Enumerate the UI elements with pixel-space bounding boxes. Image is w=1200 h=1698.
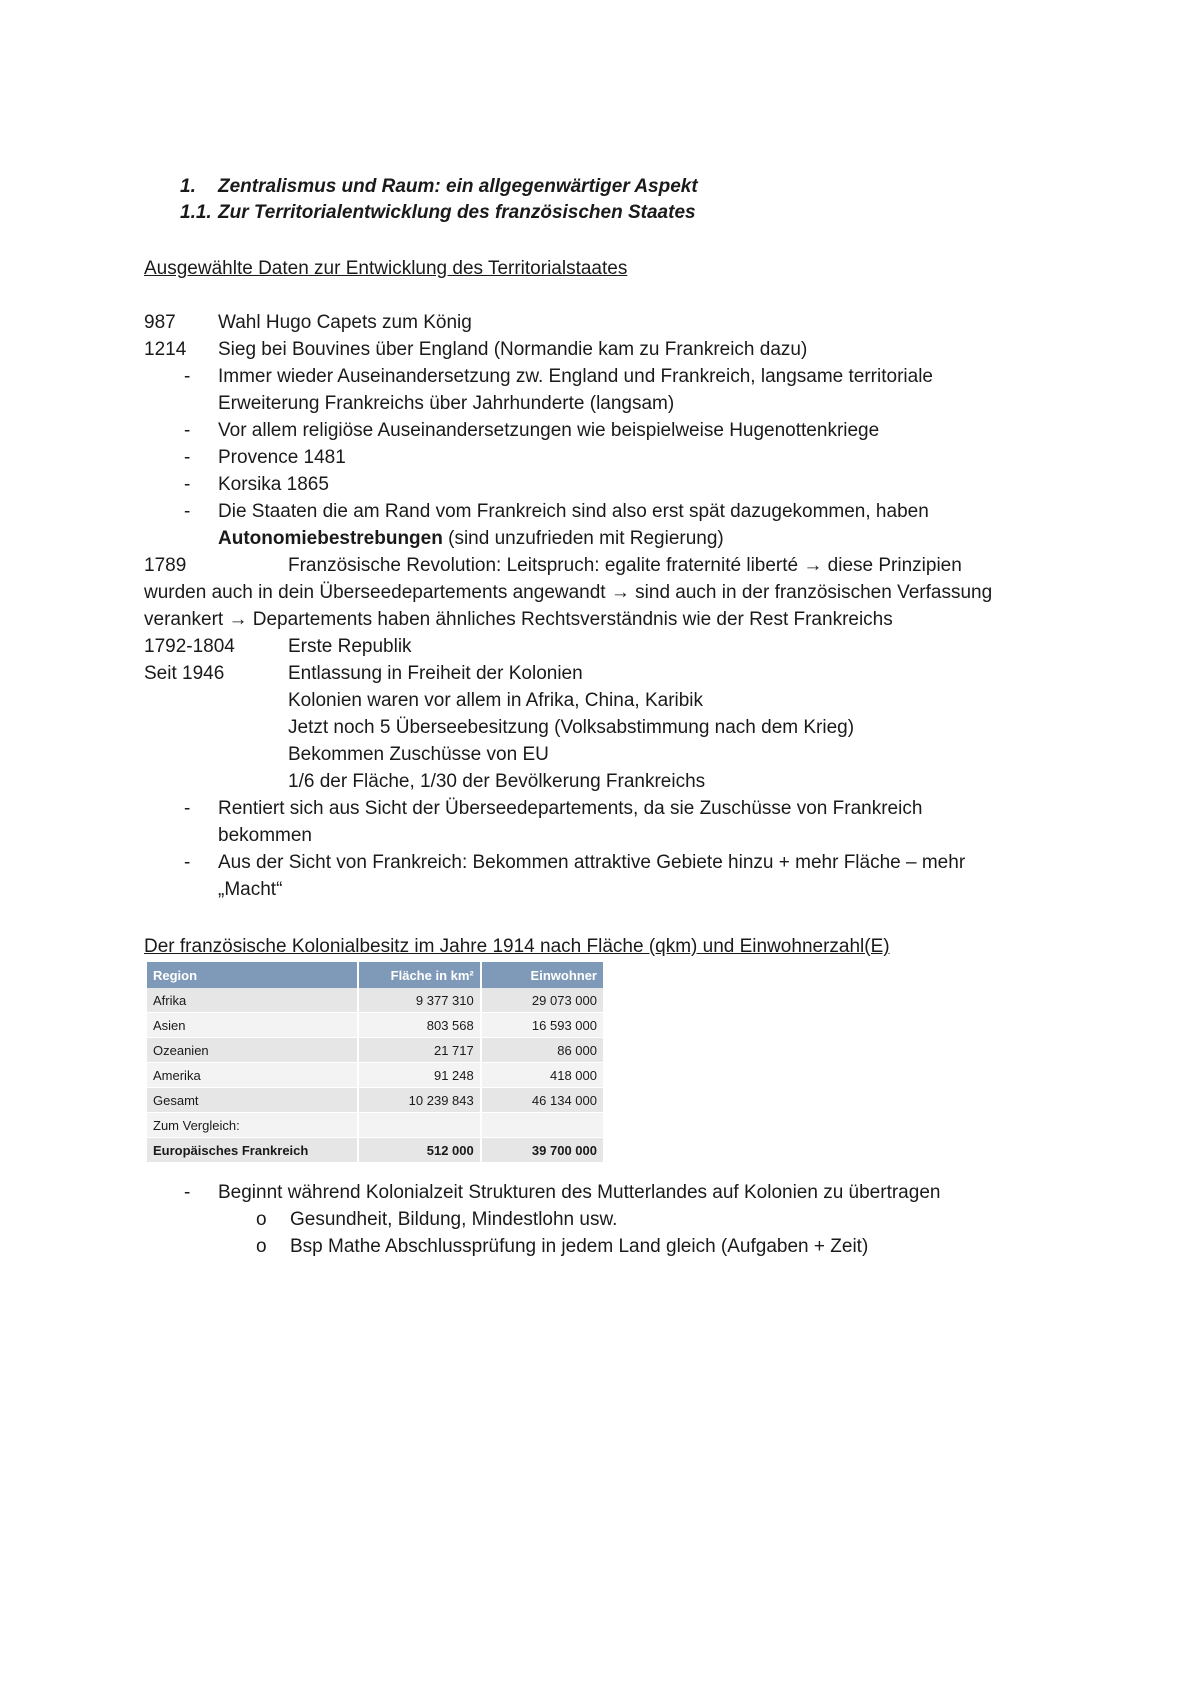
arrow-icon: → [228,609,248,630]
year-1789: 1789 [144,555,187,576]
cell-region: Europäisches Frankreich [147,1138,358,1163]
event-1789-text: sind auch in der französischen Verfassung [635,582,993,603]
event-1946: Bekommen Zuschüsse von EU [288,744,549,765]
bullet-text: Rentiert sich aus Sicht der Überseedepartements, da sie Zuschüsse von Frankreich [218,798,923,819]
event-1214: Sieg bei Bouvines über England (Normandie kam zu Frankreich dazu) [218,339,808,360]
cell-population: 46 134 000 [481,1088,604,1113]
bullet-dash: - [184,474,191,495]
event-1946: Entlassung in Freiheit der Kolonien [288,663,583,684]
bullet-text-tail: (sind unzufrieden mit Regierung) [442,528,724,549]
table-row [147,1088,604,1113]
bullet-text: Provence 1481 [218,447,346,468]
header-population: Einwohner [481,962,604,988]
event-1789-cont [144,580,992,606]
bullet-text-cont [218,526,724,552]
heading-1-text: Zentralismus und Raum: ein allgegenwärtiger Aspekt [218,176,698,197]
cell-area: 21 717 [358,1038,481,1063]
year-1214: 1214 [144,339,187,360]
cell-area: 512 000 [358,1138,481,1163]
cell-population: 16 593 000 [481,1013,604,1038]
year-1792: 1792-1804 [144,636,235,657]
cell-area: 91 248 [358,1063,481,1088]
section-title-colonial: Der französische Kolonialbesitz im Jahre 1914 nach Fläche (qkm) und Einwohnerzahl(E) [144,936,890,957]
bullet-text-cont: Erweiterung Frankreichs über Jahrhunderte (langsam) [218,393,675,414]
cell-area: 9 377 310 [358,988,481,1013]
table-row [147,1038,604,1063]
section-title-territorial: Ausgewählte Daten zur Entwicklung des Territorialstaates [144,258,628,279]
cell-region: Gesamt [147,1088,358,1113]
colonial-table [147,962,605,1163]
sub-bullet-marker: o [256,1236,267,1257]
year-987: 987 [144,312,176,333]
cell-area [358,1113,481,1138]
heading-1-number: 1. [180,176,196,197]
cell-population: 418 000 [481,1063,604,1088]
bullet-text: Vor allem religiöse Auseinandersetzungen wie beispielweise Hugenottenkriege [218,420,880,441]
sub-bullet-marker: o [256,1209,267,1230]
event-1789-text: Departements haben ähnliches Rechtsverständnis wie der Rest Frankreichs [252,609,893,630]
cell-region: Asien [147,1013,358,1038]
bullet-text-cont: bekommen [218,825,312,846]
heading-2-number: 1.1. [180,202,212,223]
sub-bullet-text: Gesundheit, Bildung, Mindestlohn usw. [290,1209,618,1230]
arrow-icon: → [803,555,823,576]
bold-term: Autonomiebestrebungen [218,528,443,549]
cell-population: 29 073 000 [481,988,604,1013]
event-987: Wahl Hugo Capets zum König [218,312,472,333]
bullet-text: Korsika 1865 [218,474,329,495]
cell-region: Amerika [147,1063,358,1088]
table-row [147,988,604,1013]
bullet-dash: - [184,366,191,387]
bullet-text: Beginnt während Kolonialzeit Strukturen des Mutterlandes auf Kolonien zu übertragen [218,1182,941,1203]
event-1789-text: Französische Revolution: Leitspruch: egalite fraternité liberté [288,555,799,576]
event-1789-text: wurden auch in dein Überseedepartements angewandt [144,582,606,603]
event-1789-text: diese Prinzipien [827,555,962,576]
event-1792: Erste Republik [288,636,412,657]
bullet-dash: - [184,447,191,468]
header-region: Region [147,962,358,988]
cell-region: Ozeanien [147,1038,358,1063]
heading-2 [180,200,212,226]
table-row [147,1138,604,1163]
arrow-icon: → [610,582,630,603]
table-row [147,1013,604,1038]
bullet-text-cont: „Macht“ [218,879,283,900]
event-1789 [288,553,962,579]
bullet-dash: - [184,1182,191,1203]
heading-2-text: Zur Territorialentwicklung des französischen Staates [218,202,696,223]
sub-bullet-text: Bsp Mathe Abschlussprüfung in jedem Land gleich (Aufgaben + Zeit) [290,1236,869,1257]
event-1789-text: verankert [144,609,224,630]
cell-region: Afrika [147,988,358,1013]
cell-population: 86 000 [481,1038,604,1063]
table-row [147,1063,604,1088]
bullet-dash: - [184,420,191,441]
bullet-text: Die Staaten die am Rand vom Frankreich sind also erst spät dazugekommen, haben [218,501,929,522]
bullet-dash: - [184,798,191,819]
header-area: Fläche in km² [358,962,481,988]
event-1789-cont [144,607,893,633]
heading-1 [180,174,196,200]
cell-population: 39 700 000 [481,1138,604,1163]
event-1946: Jetzt noch 5 Überseebesitzung (Volksabstimmung nach dem Krieg) [288,717,855,738]
bullet-text: Aus der Sicht von Frankreich: Bekommen attraktive Gebiete hinzu + mehr Fläche – mehr [218,852,966,873]
table-row [147,1113,604,1138]
cell-population [481,1113,604,1138]
year-1946: Seit 1946 [144,663,225,684]
cell-area: 10 239 843 [358,1088,481,1113]
event-1946: 1/6 der Fläche, 1/30 der Bevölkerung Frankreichs [288,771,706,792]
cell-region: Zum Vergleich: [147,1113,358,1138]
bullet-text: Immer wieder Auseinandersetzung zw. England und Frankreich, langsame territoriale [218,366,933,387]
event-1946: Kolonien waren vor allem in Afrika, China, Karibik [288,690,704,711]
bullet-dash: - [184,852,191,873]
bullet-dash: - [184,501,191,522]
cell-area: 803 568 [358,1013,481,1038]
table-header-row [147,962,604,988]
